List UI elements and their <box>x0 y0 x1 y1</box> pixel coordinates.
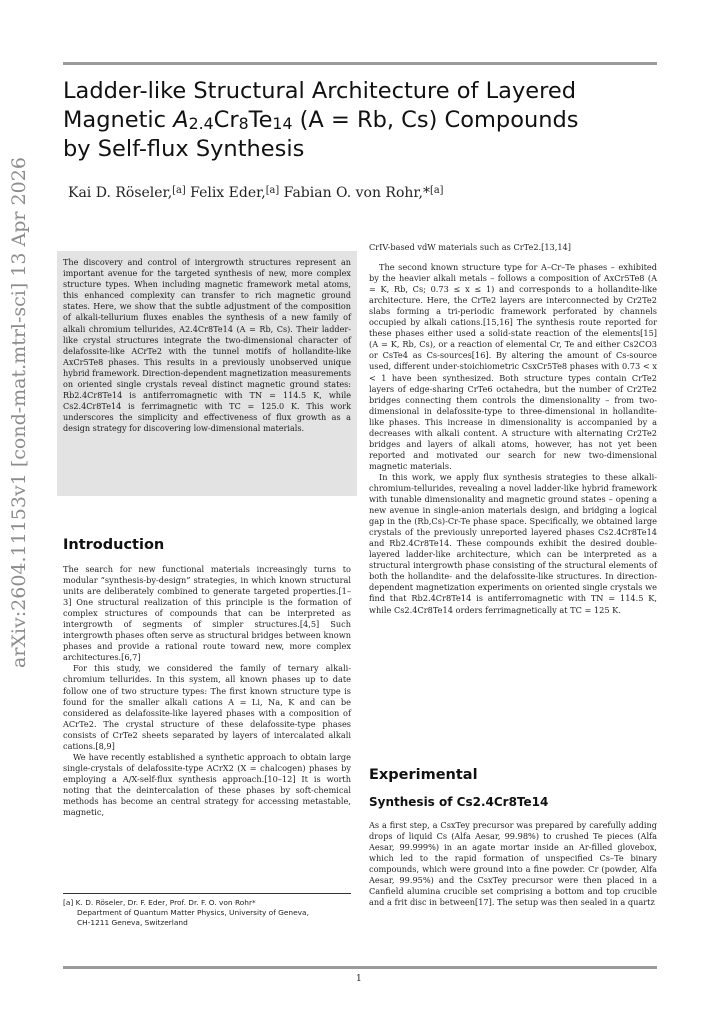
introduction-heading: Introduction <box>63 537 165 553</box>
intro-paragraph-2: For this study, we considered the family of ternary alkali-chromium tellurides. In this system, all known phases up to date follow one of two structure types: The first known structure type is found for the smaller alkali cations A = Li, Na, K and can be considered as delafossite-like layered phases with a composition of ACrTe2. The crystal structure of these delafossite-type phases consists of CrTe2 sheets separated by layers of intercalated alkali cations.[8,9] <box>63 663 351 751</box>
synthesis-heading: Synthesis of Cs2.4Cr8Te14 <box>369 795 549 809</box>
title-line-1: Ladder-like Structural Architecture of Layered <box>63 78 576 104</box>
bottom-rule <box>63 966 657 969</box>
page-number: 1 <box>356 974 362 984</box>
right-paragraph-1: The second known structure type for A–Cr–Te phases – exhibited by the heavier alkali metals – follows a composition of AxCr5Te8 (A = K, Rb, Cs; 0.73 ≤ x ≤ 1) and corresponds to a hollandite-like architecture. Here, the CrTe2 layers are interconnected by Cr2Te2 slabs forming a tri-periodic framework perforated by channels occupied by alkali cations.[15,16] The synthesis route reported for these phases either used a solid-state reaction of the elements[15] (A = K, Rb, Cs), or a reaction of elemental Cr, Te and either Cs2CO3 or CsTe4 as Cs-sources[16]. By altering the amount of Cs-source used, different under-stoichiometric CsxCr5Te8 phases with 0.73 < x < 1 have been synthesized. Both structure types contain CrTe2 layers of edge-sharing CrTe6 octahedra, but the number of Cr2Te2 bridges connecting them controls the dimensionality – from two-dimensional in delafossite-type to three-dimensional in hollandite-like phases. This increase in dimensionality is accompanied by a decreases with alkali content. A structure with alternating Cr2Te2 bridges and layers of alkali atoms, however, has not yet been reported and motivated our search for new two-dimensional magnetic materials. <box>369 262 657 471</box>
top-rule <box>63 62 657 65</box>
abstract-box: The discovery and control of intergrowth structures represent an important avenue for the targeted synthesis of new, more complex structure types. When including magnetic framework metal atoms, this enhanced complexity can transfer to rich magnetic ground states. Here, we show that the subtle adjustment of the composition of alkali-tellurium fluxes enables the synthesis of a new family of alkali chromium tellurides, A2.4Cr8Te14 (A = Rb, Cs). Their ladder-like crystal structures integrate the two-dimensional character of delafossite-like ACrTe2 with the tunnel motifs of hollandite-like AxCr5Te8 phases. This results in a previously unobserved unique hybrid framework. Direction-dependent magnetization measurements on oriented single crystals reveal distinct magnetic ground states: Rb2.4Cr8Te14 is antiferromagnetic with TN = 114.5 K, while Cs2.4Cr8Te14 is ferrimagnetic with TC = 125.0 K. This work underscores the simplicity and effectiveness of flux growth as a design strategy for discovering low-dimensional materials. <box>57 251 357 496</box>
author-name: Fabian O. von Rohr,* <box>279 185 431 201</box>
author-name: Kai D. Röseler, <box>68 185 173 201</box>
intro-paragraph-1: The search for new functional materials increasingly turns to modular “synthesis-by-design” strategies, in which known structural units are deliberately combined to generate targeted properties.[1–3] One structural realization of this principle is the formation of complex structures of compounds that can be interpreted as intergrowth of segments of simpler structures.[4,5] Such intergrowth phases often serve as structural bridges between known phases and provide a rational route toward new, more complex architectures.[6,7] <box>63 564 351 663</box>
synthesis-paragraph: As a first step, a CsxTey precursor was prepared by carefully adding drops of liquid Cs (Alfa Aesar, 99.98%) to crushed Te pieces (Alfa Aesar, 99.999%) in an agate mortar inside an Ar-filled glovebox, which led to the rapid formation of unspecified Cs–Te binary compounds, which were ground into a fine powder. Cr (powder, Alfa Aesar, 99.95%) and the CsxTey precursor were then placed in a Canfield alumina crucible set comprising a bottom and top crucible and a frit disc in between[17]. The setup was then sealed in a quartz <box>369 820 657 908</box>
intro-column <box>63 564 351 818</box>
footnote-rule <box>63 893 351 894</box>
author-name: Felix Eder, <box>185 185 266 201</box>
footnote-line: K. D. Röseler, Dr. F. Eder, Prof. Dr. F. O. von Rohr* <box>75 898 256 907</box>
affiliation-mark: [a] <box>265 185 280 196</box>
title-line-3: by Self-flux Synthesis <box>63 136 305 162</box>
footnote-line: Department of Quantum Matter Physics, University of Geneva, <box>77 908 309 917</box>
paper-title <box>63 77 663 164</box>
affiliation-mark: [a] <box>172 185 186 196</box>
title-text: Cr <box>213 107 239 133</box>
right-paragraph-2: In this work, we apply flux synthesis strategies to these alkali-chromium-tellurides, revealing a novel ladder-like hybrid framework with tunable dimensionality and magnetic ground states – opening a new avenue in single-anion materials design, and bridging a logical gap in the (Rb,Cs)-Cr-Te phase space. Specifically, we obtained large crystals of the previously unreported layered phases Cs2.4Cr8Te14 and Rb2.4Cr8Te14. These compounds exhibit the desired double-layered ladder-like architecture, which can be interpreted as a structural intergrowth phase consisting of the structural elements of both the hollandite- and the delafossite-like structures. In direction-dependent magnetization experiments on oriented single crystals we find that Rb2.4Cr8Te14 is antiferromagnetic with TN = 114.5 K, while Cs2.4Cr8Te14 orders ferrimagnetically at TC = 125 K. <box>369 471 657 615</box>
intro-paragraph-3: We have recently established a synthetic approach to obtain large single-crystals of delafossite-type ACrX2 (X = chalcogen) phases by employing a A/X-self-flux synthesis approach.[10–12] It is worth noting that the deintercalation of these phases by soft-chemical methods has become an central strategy for accessing metastable, magnetic, <box>63 751 351 818</box>
footnote-label: [a] <box>63 898 74 907</box>
arxiv-stamp: arXiv:2604.11153v1 [cond-mat.mtrl-sci] 13 Apr 2026 <box>8 157 30 668</box>
experimental-heading: Experimental <box>369 767 478 783</box>
title-text: Te <box>248 107 273 133</box>
right-paragraph-0: CrIV-based vdW materials such as CrTe2.[13,14] <box>369 242 571 252</box>
title-sub: 2.4 <box>188 114 214 133</box>
title-formula-a: A <box>173 107 189 133</box>
right-column <box>369 242 657 616</box>
footnote-line: CH-1211 Geneva, Switzerland <box>77 918 188 927</box>
title-text: (A = Rb, Cs) Compounds <box>292 107 579 133</box>
affiliation-footnote <box>63 898 363 928</box>
synthesis-column <box>369 820 657 908</box>
title-line-2 <box>63 106 663 135</box>
title-sub: 8 <box>238 114 249 133</box>
affiliation-mark: [a] <box>430 185 444 196</box>
author-list <box>68 185 444 201</box>
title-text: Magnetic <box>63 107 174 133</box>
title-sub: 14 <box>272 114 293 133</box>
